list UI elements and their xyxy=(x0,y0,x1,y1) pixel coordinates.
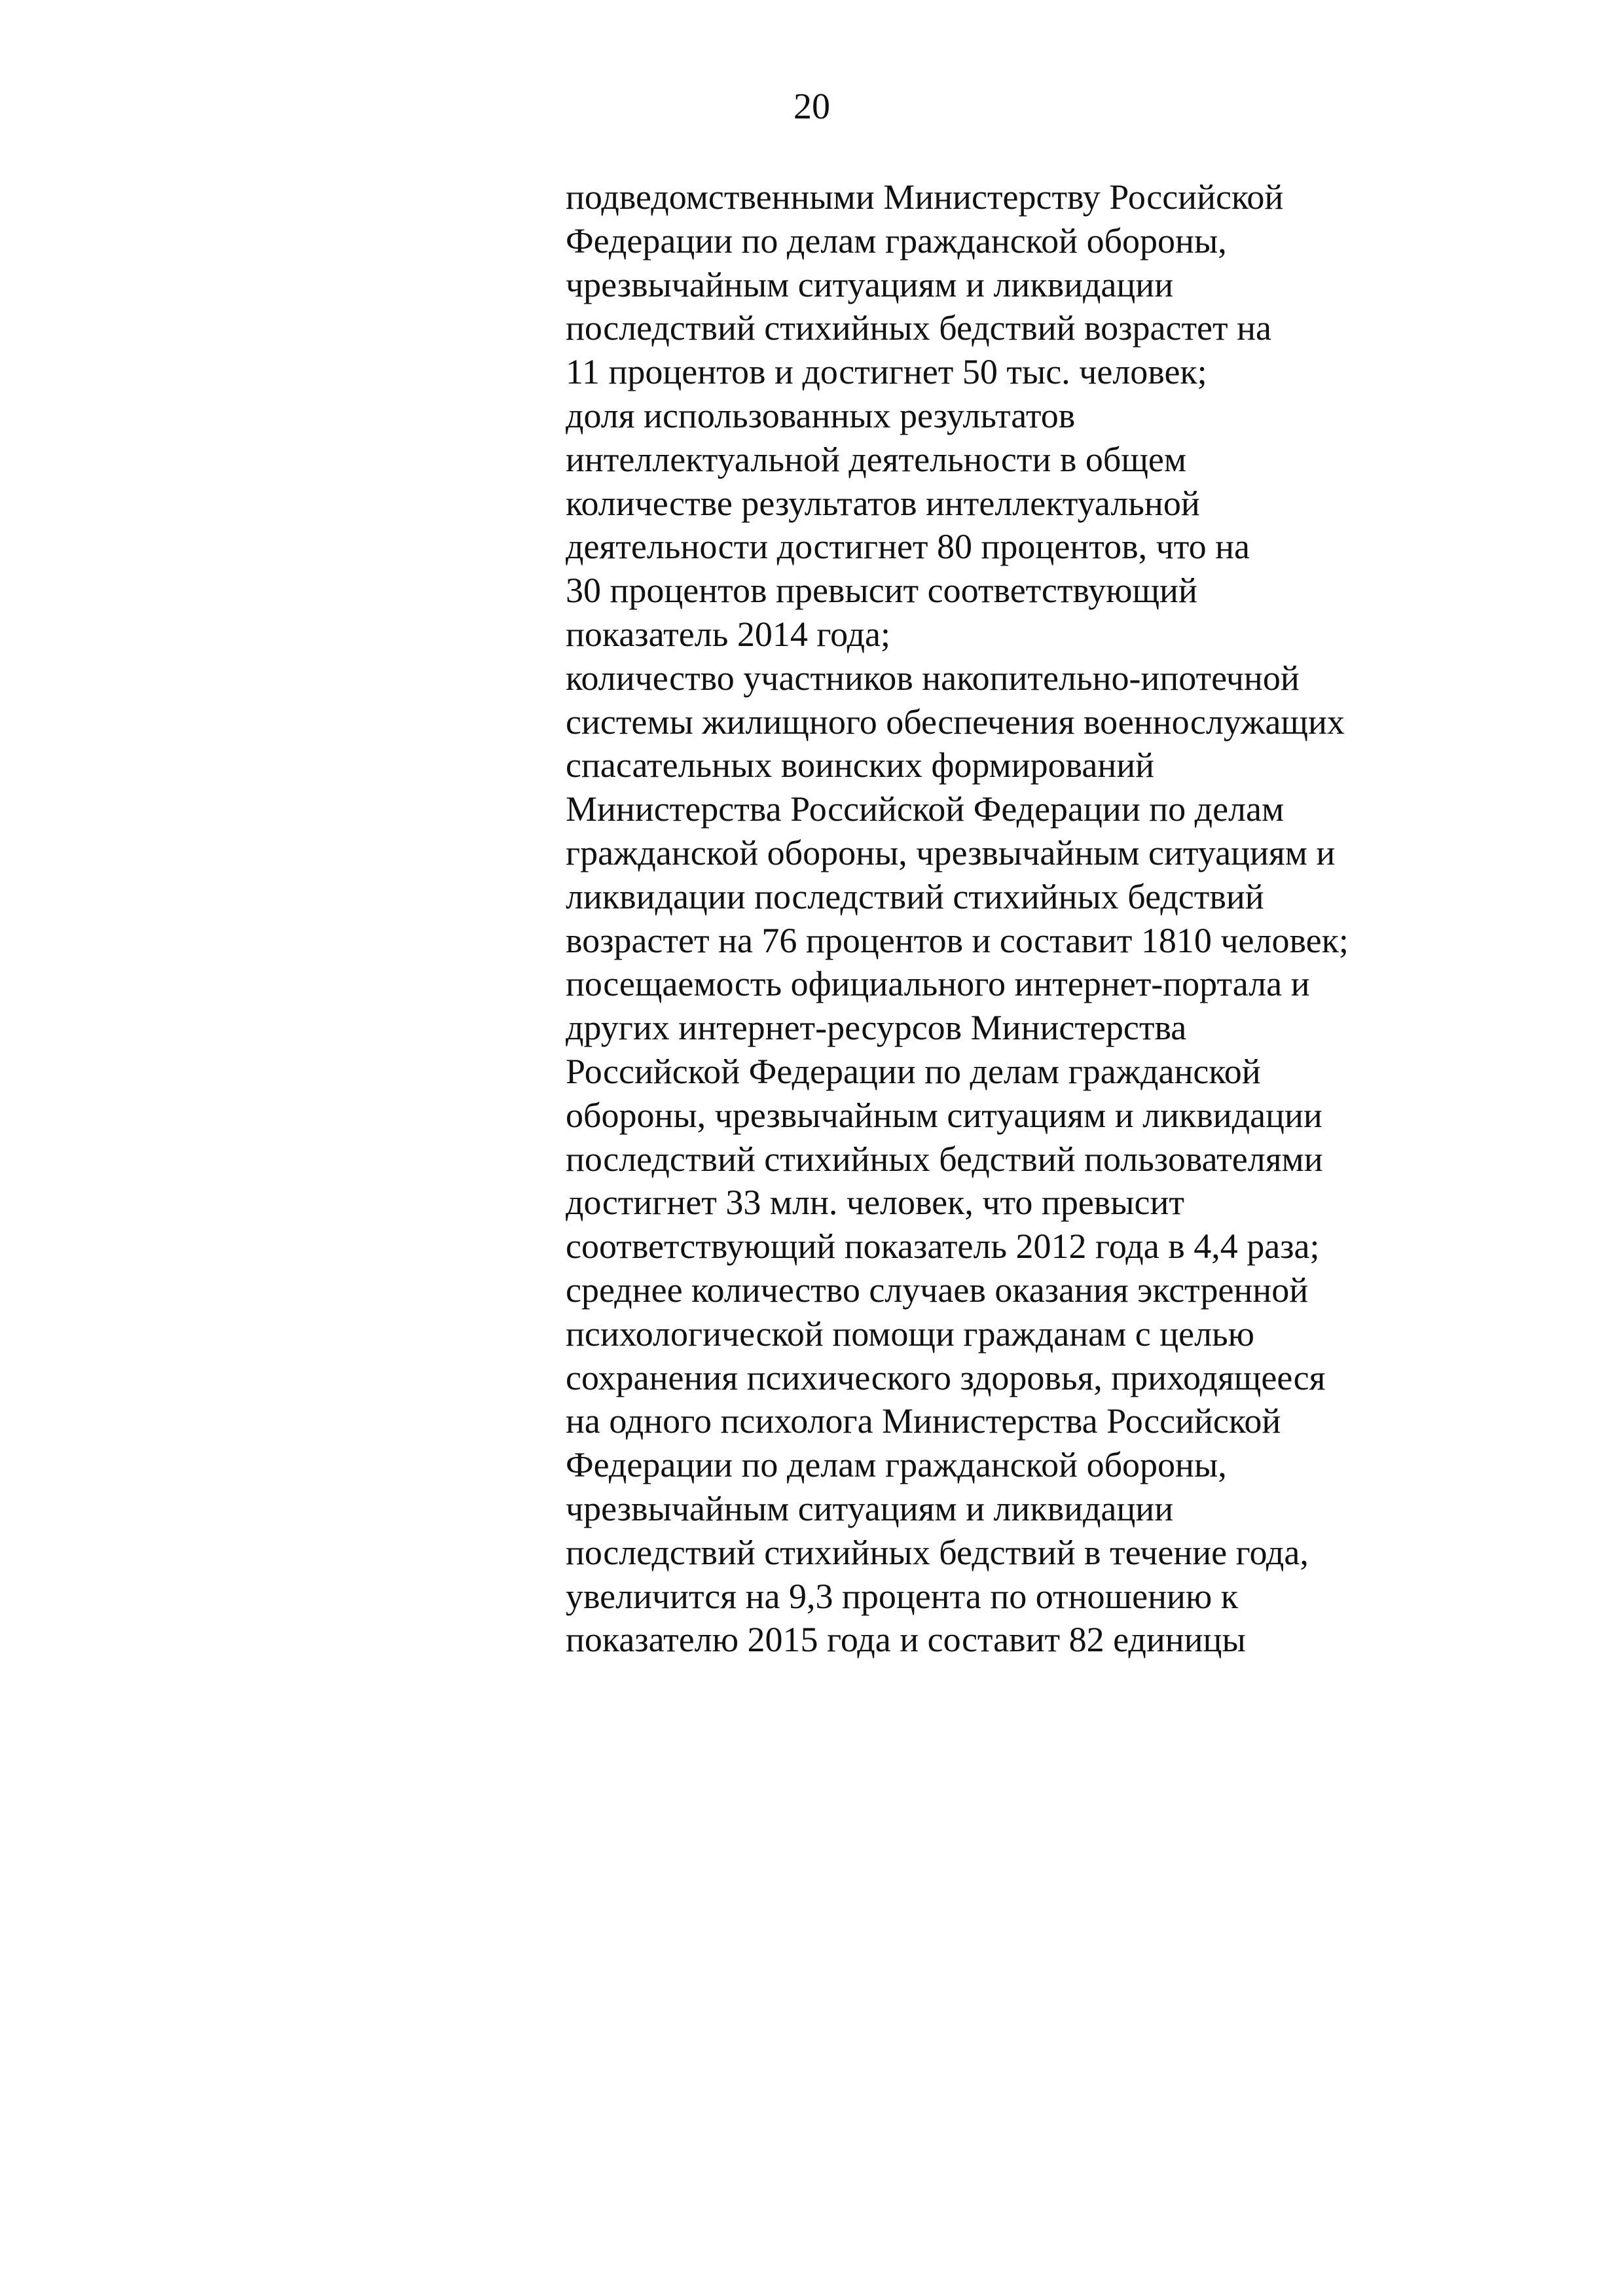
text-line: сохранения психического здоровья, приходящееся xyxy=(566,1357,1326,1397)
text-line: системы жилищного обеспечения военнослужащих xyxy=(566,702,1345,742)
page-number: 20 xyxy=(793,86,830,127)
text-line: среднее количество случаев оказания экстренной xyxy=(566,1270,1309,1310)
text-line: интеллектуальной деятельности в общем xyxy=(566,439,1187,479)
text-line: других интернет-ресурсов Министерства xyxy=(566,1008,1187,1048)
text-line: чрезвычайным ситуациям и ликвидации xyxy=(566,1488,1174,1528)
text-line: обороны, чрезвычайным ситуациям и ликвидации xyxy=(566,1095,1322,1135)
text-line: Министерства Российской Федерации по делам xyxy=(566,789,1285,829)
body-text xyxy=(566,175,1482,1662)
text-line: 30 процентов превысит соответствующий xyxy=(566,571,1197,611)
text-line: последствий стихийных бедствий пользователями xyxy=(566,1139,1323,1179)
text-line: соответствующий показатель 2012 года в 4,4 раза; xyxy=(566,1227,1320,1266)
text-line: количестве результатов интеллектуальной xyxy=(566,483,1200,523)
text-line: гражданской обороны, чрезвычайным ситуациям и xyxy=(566,833,1336,872)
text-line: Российской Федерации по делам гражданской xyxy=(566,1051,1261,1091)
text-line: увеличится на 9,3 процента по отношению к xyxy=(566,1576,1238,1616)
text-line: показатель 2014 года; xyxy=(566,614,891,654)
text-line: доля использованных результатов xyxy=(566,395,1076,435)
text-line: чрезвычайным ситуациям и ликвидации xyxy=(566,264,1174,304)
text-line: 11 процентов и достигнет 50 тыс. человек; xyxy=(566,352,1207,392)
text-line: деятельности достигнет 80 процентов, что на xyxy=(566,527,1250,567)
text-line: Федерации по делам гражданской обороны, xyxy=(566,221,1227,260)
text-line: на одного психолога Министерства Российской xyxy=(566,1401,1281,1441)
text-line: психологической помощи гражданам с целью xyxy=(566,1314,1254,1354)
text-line: количество участников накопительно-ипотечной xyxy=(566,658,1300,698)
text-line: достигнет 33 млн. человек, что превысит xyxy=(566,1183,1185,1223)
text-line: ликвидации последствий стихийных бедствий xyxy=(566,876,1264,916)
text-line: показателю 2015 года и составит 82 единицы xyxy=(566,1620,1246,1660)
text-line: посещаемость официального интернет-портала и xyxy=(566,964,1310,1004)
text-line: Федерации по делам гражданской обороны, xyxy=(566,1445,1227,1485)
text-line: последствий стихийных бедствий возрастет на xyxy=(566,308,1271,348)
text-line: спасательных воинских формирований xyxy=(566,745,1155,785)
text-line: последствий стихийных бедствий в течение года, xyxy=(566,1532,1309,1572)
text-line: подведомственными Министерству Российской xyxy=(566,177,1284,217)
text-line: возрастет на 76 процентов и составит 1810 человек; xyxy=(566,920,1349,960)
